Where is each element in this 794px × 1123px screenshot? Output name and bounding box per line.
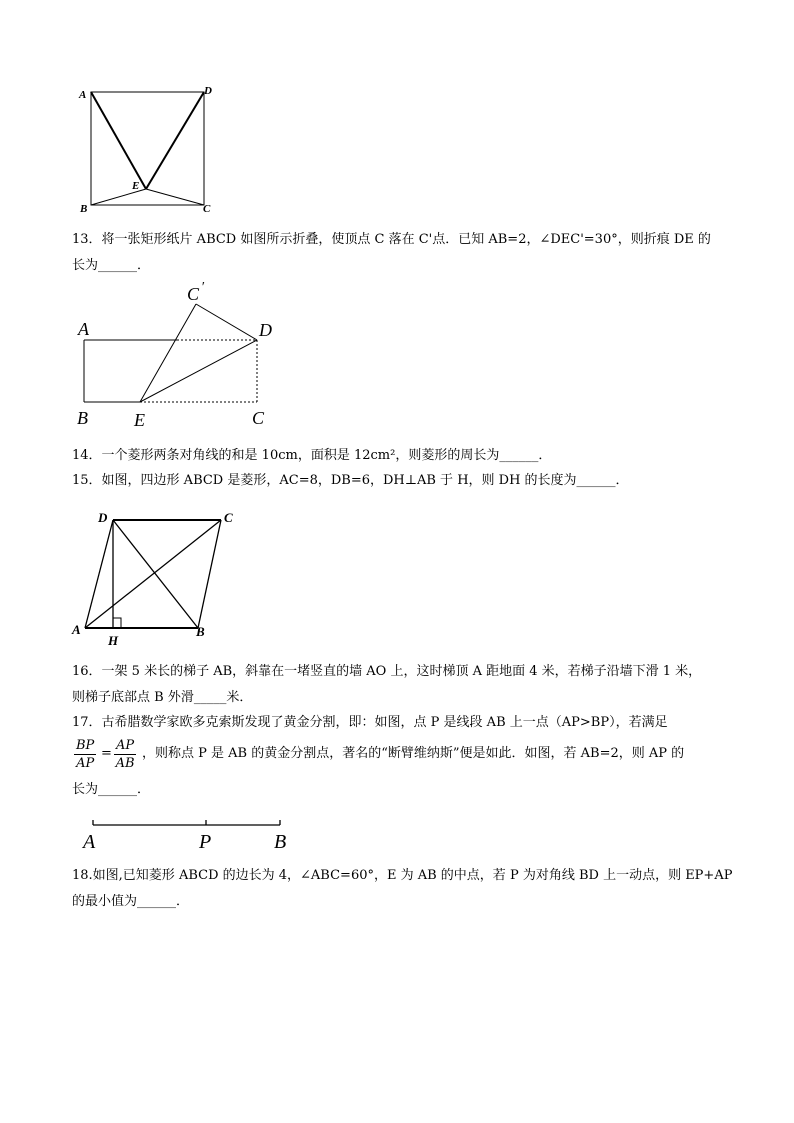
label-c-prime: C: [187, 284, 200, 304]
segment-de: [146, 92, 204, 189]
diagonal-bd: [113, 520, 198, 628]
question-16-line2: 则梯子底部点 B 外滑_____米．: [72, 690, 253, 705]
rhombus-figure: [70, 505, 245, 647]
label-prime-mark: ′: [201, 280, 205, 295]
question-13-line1: 13．将一张矩形纸片 ABCD 如图所示折叠，使顶点 C 落在 C'点．已知 AB=2，∠DEC'=30°，则折痕 DE 的: [72, 232, 711, 247]
label-a: A: [79, 89, 87, 101]
question-14: 14．一个菱形两条对角线的和是 10cm，面积是 12cm²，则菱形的周长为______．: [72, 448, 552, 463]
diagonal-ac: [85, 520, 221, 628]
side-da: [85, 520, 113, 628]
label-d: D: [259, 320, 272, 340]
fraction-denominator: AB: [115, 756, 135, 771]
question-17-line1: 17．古希腊数学家欧多克索斯发现了黄金分割，即：如图，点 P 是线段 AB 上一点（AP>BP），若满足: [72, 715, 668, 730]
label-b: B: [196, 624, 205, 639]
question-16-line1: 16．一架 5 米长的梯子 AB，斜靠在一堵竖直的墙 AO 上，这时梯顶 A 距地面 4 米，若梯子沿墙下滑 1 米，: [72, 664, 702, 679]
question-18-line1: 18.如图,已知菱形 ABCD 的边长为 4，∠ABC=60°，E 为 AB 的中点，若 P 为对角线 BD 上一动点，则 EP+AP: [72, 868, 733, 883]
label-c: C: [203, 203, 211, 215]
label-a: A: [72, 622, 81, 637]
label-b: B: [274, 831, 287, 853]
label-c: C: [252, 408, 265, 428]
square-figure: [74, 82, 224, 217]
fraction-numerator: BP: [76, 738, 95, 753]
question-18-line2: 的最小值为______．: [72, 894, 190, 909]
segment-figure: [78, 815, 293, 855]
right-angle-mark: [113, 618, 121, 628]
label-a: A: [78, 319, 89, 339]
fraction-bp-ap: [74, 737, 96, 772]
fraction-ap-ab: [114, 737, 136, 772]
segment-ae: [91, 92, 146, 189]
equals-sign: =: [101, 746, 112, 761]
question-15: 15．如图，四边形 ABCD 是菱形，AC=8，DB=6，DH⊥AB 于 H，则 DH 的长度为______．: [72, 473, 629, 488]
fold-figure: [72, 280, 282, 430]
label-e: E: [134, 410, 145, 430]
label-h: H: [108, 633, 119, 647]
label-c: C: [224, 510, 233, 525]
label-e: E: [132, 180, 140, 192]
question-17-line2: ，则称点 P 是 AB 的黄金分割点，著名的“断臂维纳斯”便是如此．如图，若 AB=2，则 AP 的: [142, 746, 685, 761]
label-d: D: [204, 85, 212, 97]
label-p: P: [199, 831, 212, 853]
label-b: B: [80, 203, 88, 215]
question-13-line2: 长为______．: [72, 258, 151, 273]
label-a: A: [83, 831, 96, 853]
fraction-denominator: AP: [76, 756, 95, 771]
question-17-line3: 长为______．: [72, 782, 151, 797]
fraction-numerator: AP: [116, 738, 135, 753]
segment-ce: [146, 189, 204, 205]
folded-c-prime-d: [196, 304, 257, 340]
label-d: D: [98, 510, 108, 525]
label-b: B: [77, 408, 88, 428]
